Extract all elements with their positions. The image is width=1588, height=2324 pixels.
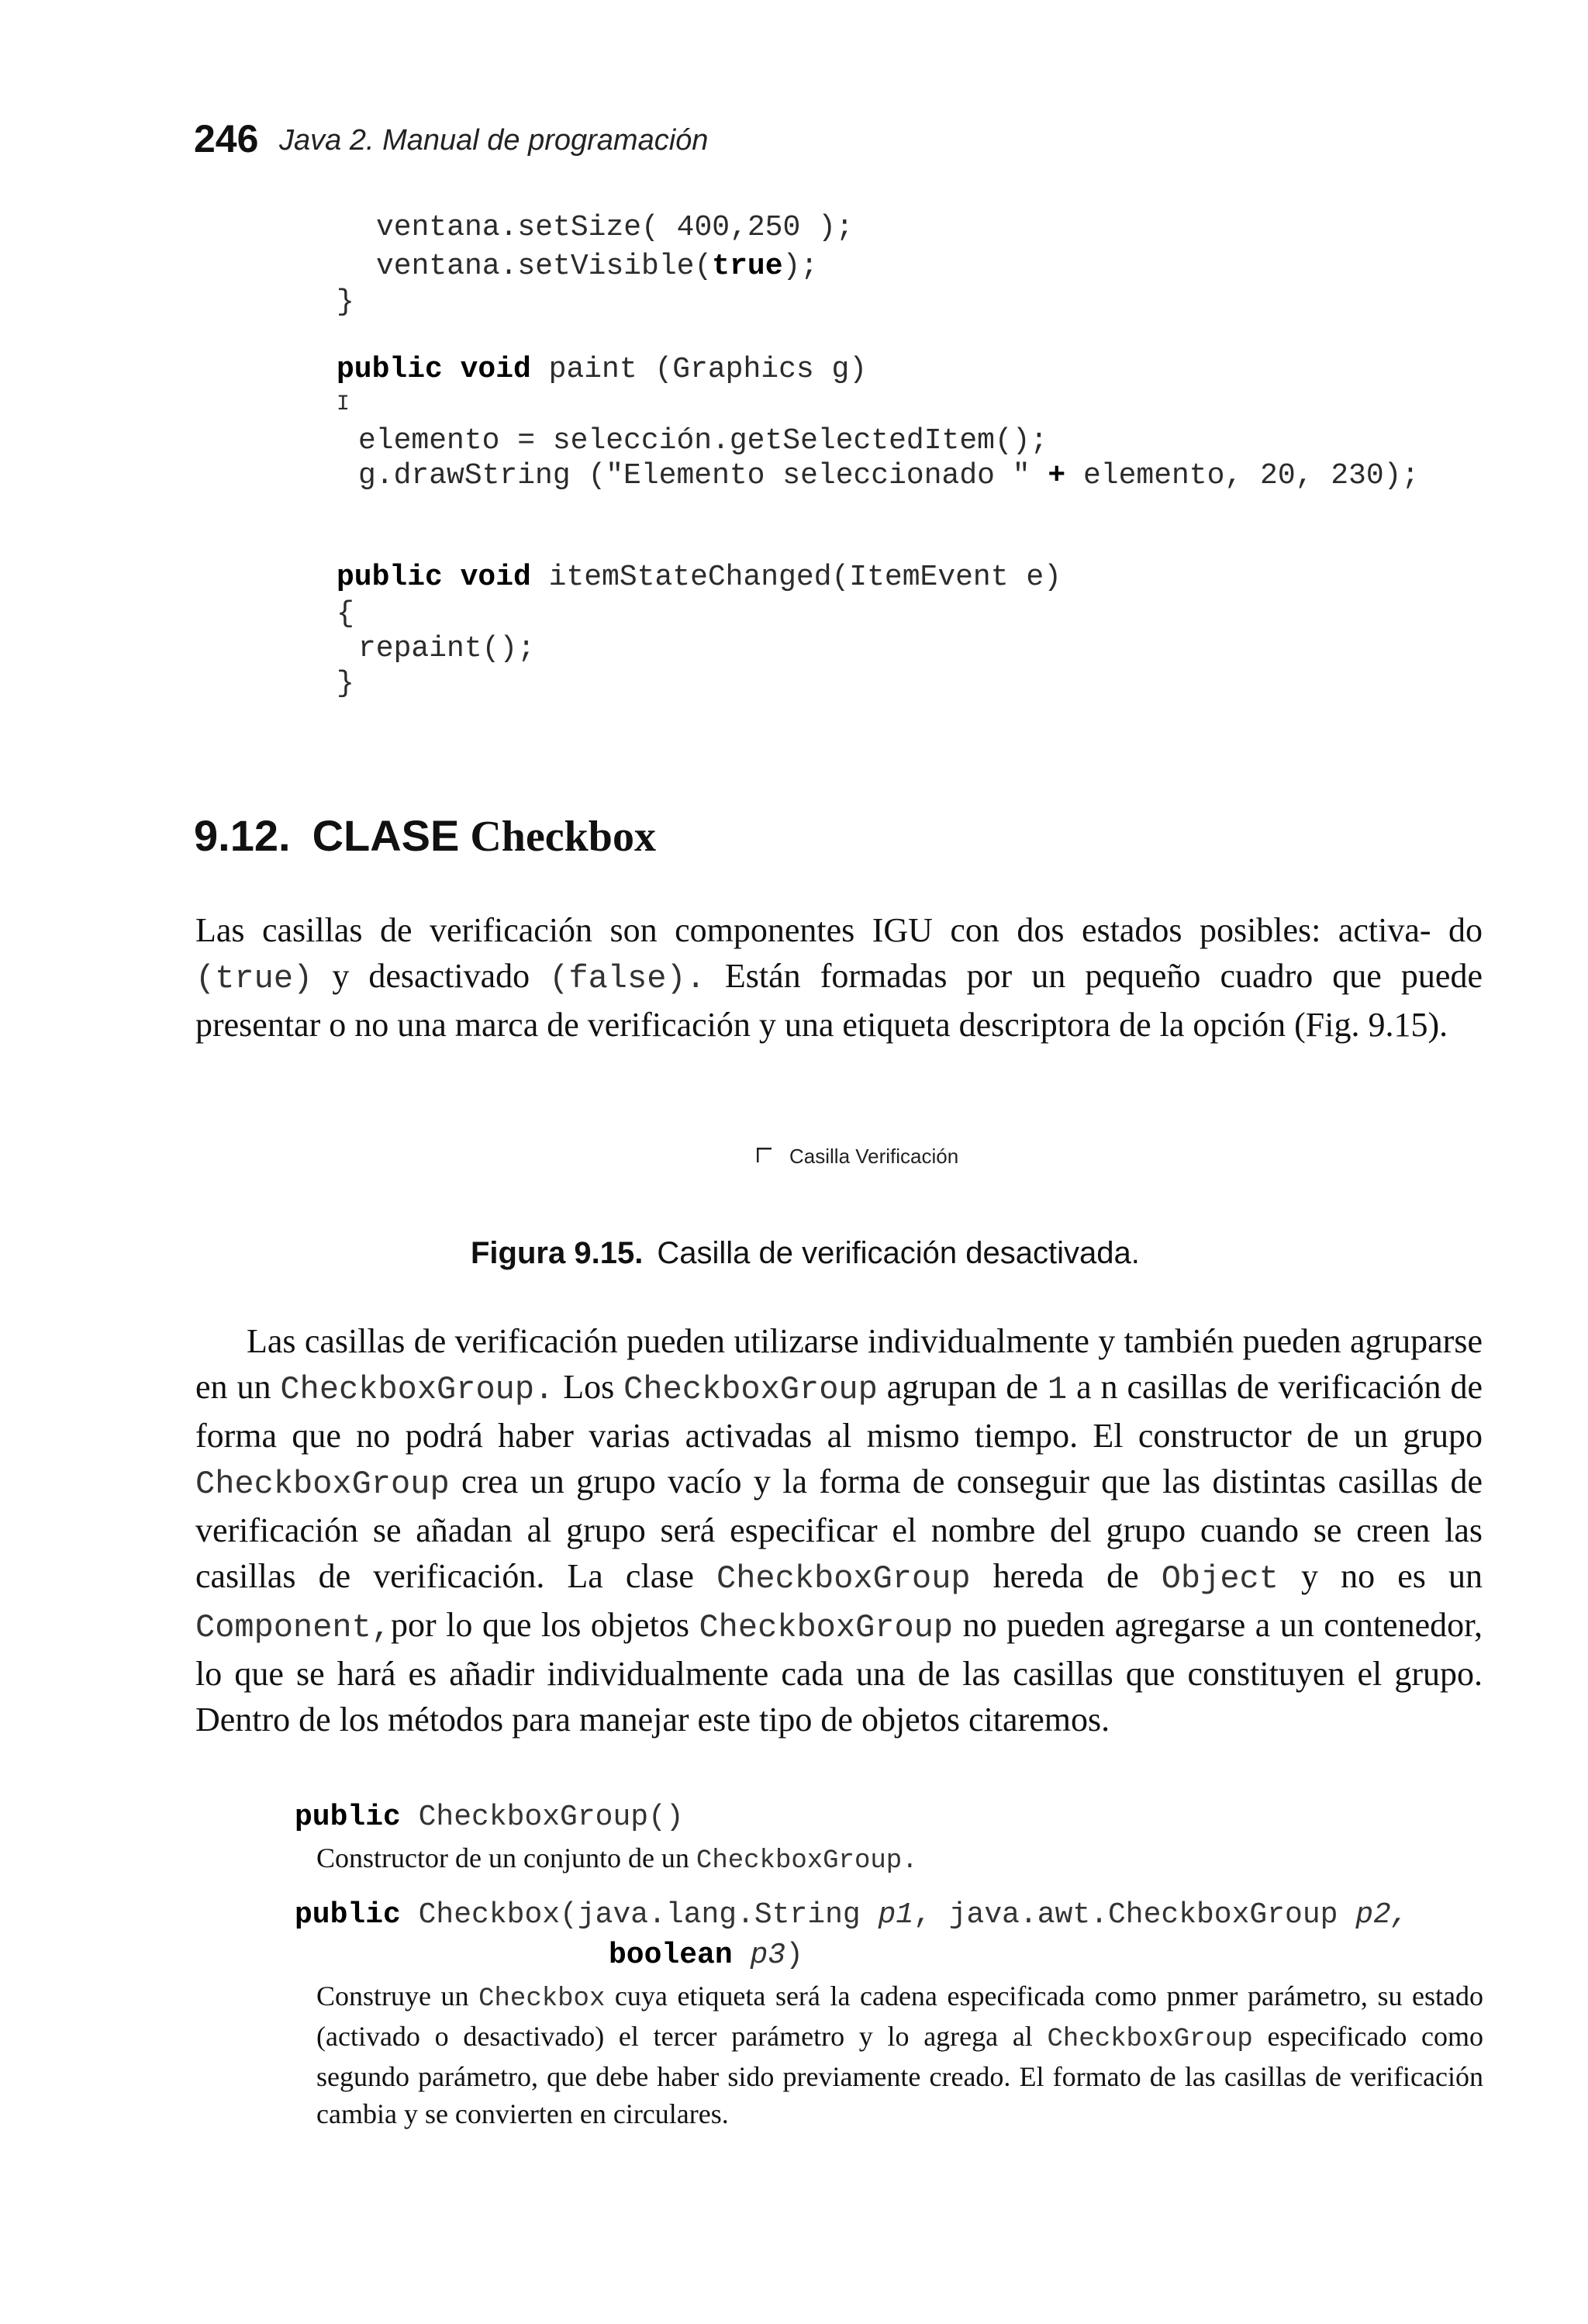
code-line: ventana.setSize( 400,250 ); [376,211,854,244]
code-brace: } [337,285,354,319]
api-description: Construye un Checkbox cuya etiqueta será la cadena especificada como pnmer parámetro, su estado (activado o desactivado) el tercer parámetro y lo agrega al CheckboxGroup especificado como segundo parámetro, que debe haber sido previamente creado. El formato de las casillas de verificación cambia y se convierten en circulares. [316,1980,1484,2129]
api-signature: public Checkbox(java.lang.String p1, java.awt.CheckboxGroup p2, [295,1898,1409,1932]
paragraph: Las casillas de verificación pueden utilizarse individualmente y también pueden agruparse en un CheckboxGroup. Los CheckboxGroup agrupan de 1 a n casillas de verificación de forma que no podrá haber varias activadas al mismo tiempo. El constructor de un grupo CheckboxGroup crea un grupo vacío y la forma de conseguir que las distintas casillas de verificación se añadan al grupo será especificar el nombre del grupo cuando se creen las casillas de verificación. La clase CheckboxGroup hereda de Object y no es un Component,por lo que los objetos CheckboxGroup no pueden agregarse a un contenedor, lo que se hará es añadir individualmente cada una de las casillas que constituyen el grupo. Dentro de los métodos para manejar este tipo de objetos citaremos. [195,1322,1483,1739]
section-number: 9.12. [194,811,291,860]
api-description: Constructor de un conjunto de un CheckboxGroup. [316,1842,918,1876]
section-class-name: Checkbox [470,813,656,861]
page-number: 246 [194,117,259,161]
book-title: Java 2. Manual de programación [279,124,709,157]
code-line: ventana.setVisible(true); [376,250,819,283]
code-method-signature: public void itemStateChanged(ItemEvent e) [337,561,1062,594]
code-method-signature: public void paint (Graphics g) [337,353,868,386]
code-brace: I [337,392,350,416]
section-word: CLASE [312,811,460,860]
code-brace: } [337,667,354,700]
checkbox-icon [757,1148,772,1163]
api-signature: public CheckboxGroup() [295,1801,684,1834]
code-line: g.drawString ("Elemento seleccionado " + elemento, 20, 230); [358,459,1420,492]
code-brace: { [337,597,354,630]
code-line: repaint(); [358,632,536,665]
section-heading [194,810,656,862]
code-line: elemento = selección.getSelectedItem(); [358,424,1048,458]
figure-caption: Figura 9.15. Casilla de verificación desactivada. [471,1236,1140,1270]
checkbox-label: Casilla Verificación [789,1145,959,1168]
paragraph: Las casillas de verificación son componentes IGU con dos estados posibles: activa- do (true) y desactivado (false). Están formadas por un pequeño cuadro que puede presentar o no una marca de verificación y una etiqueta descriptora de la opción (Fig. 9.15). [195,911,1483,1044]
api-signature-continuation: boolean p3) [609,1939,803,1972]
